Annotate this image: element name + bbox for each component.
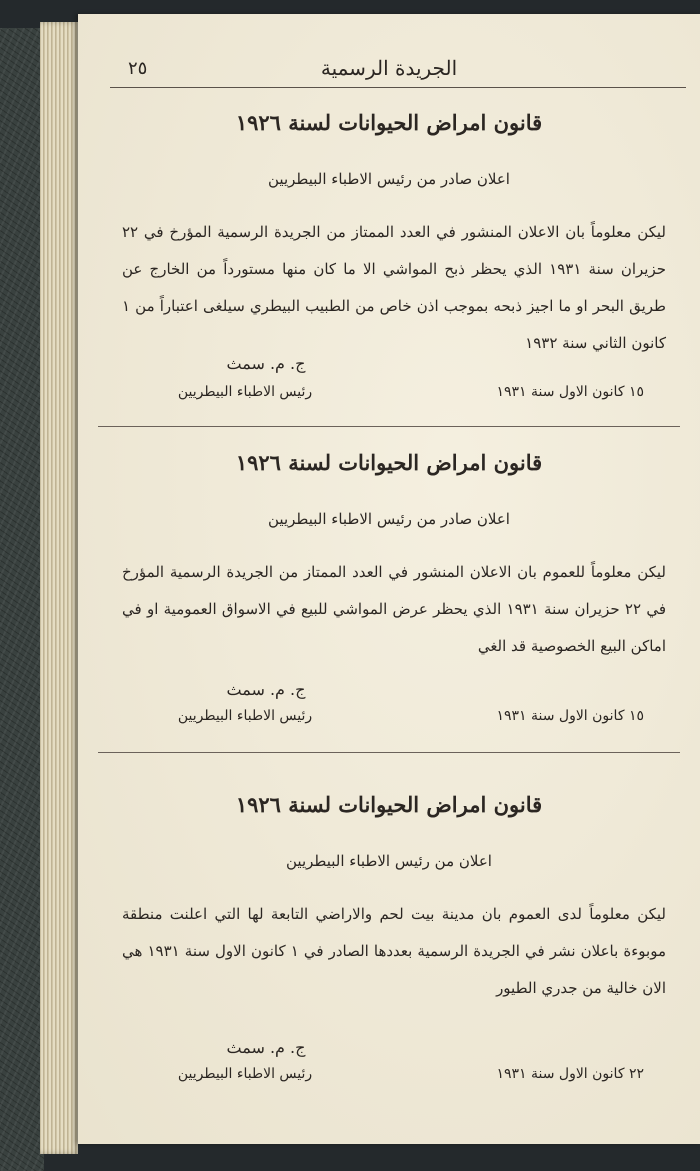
notice-3 [78, 792, 700, 1092]
running-head [78, 54, 700, 90]
notice-body: ليكن معلوماً بان الاعلان المنشور في العدد الممتاز من الجريدة الرسمية المؤرخ في ٢٢ حزيران سنة ١٩٣١ الذي يحظر ذبح المواشي الا ما كان منها مستورداً من الخارج عن طريق البحر او ما اجيز ذبحه بموجب اذن خاص من الطبيب البيطري سيلغى اعتباراً من ١ كانون الثاني سنة ١٩٣٢ [122, 223, 667, 352]
notice-title: قانون امراض الحيوانات لسنة ١٩٢٦ [235, 792, 543, 817]
notice-body: ليكن معلوماً للعموم بان الاعلان المنشور في العدد الممتاز من الجريدة الرسمية المؤرخ في ٢٢ حزيران سنة ١٩٣١ الذي يحظر عرض المواشي للبيع في الاسواق العمومية او في اماكن البيع الخصوصية قد الغي [122, 563, 666, 655]
notice-divider [98, 426, 680, 427]
notice-1 [78, 110, 700, 420]
signatory-title: رئيس الاطباء البيطريين [177, 1066, 313, 1082]
page-edges [40, 22, 78, 1154]
notice-2 [78, 450, 700, 750]
notice-subtitle: اعلان صادر من رئيس الاطباء البيطريين [268, 510, 510, 528]
running-head-title: الجريدة الرسمية [320, 56, 458, 80]
notice-date: ١٥ كانون الاول سنة ١٩٣١ [496, 708, 644, 724]
notice-title: قانون امراض الحيوانات لسنة ١٩٢٦ [235, 110, 543, 135]
notice-date: ٢٢ كانون الاول سنة ١٩٣١ [496, 1066, 644, 1082]
notice-subtitle: اعلان من رئيس الاطباء البيطريين [286, 852, 492, 870]
notice-body: ليكن معلوماً لدى العموم بان مدينة بيت لحم والاراضي التابعة لها التي اعلنت منطقة موبوءة باعلان نشر في الجريدة الرسمية بعددها الصادر في ١ كانون الاول سنة ١٩٣١ هي الان خالية من جدري الطيور [122, 905, 666, 997]
running-head-rule [110, 87, 686, 88]
notice-subtitle: اعلان صادر من رئيس الاطباء البيطريين [268, 170, 510, 188]
signature-initials: ج. م. سمث [226, 680, 306, 699]
signature-initials: ج. م. سمث [226, 354, 306, 373]
page [78, 14, 700, 1144]
signature-initials: ج. م. سمث [226, 1038, 306, 1057]
signatory-title: رئيس الاطباء البيطريين [177, 708, 313, 724]
notice-title: قانون امراض الحيوانات لسنة ١٩٢٦ [235, 450, 543, 475]
page-number: ٢٥ [128, 58, 148, 79]
signatory-title: رئيس الاطباء البيطريين [177, 384, 313, 400]
notice-date: ١٥ كانون الاول سنة ١٩٣١ [496, 384, 644, 400]
notice-divider [98, 752, 680, 753]
book-cover [0, 28, 44, 1171]
